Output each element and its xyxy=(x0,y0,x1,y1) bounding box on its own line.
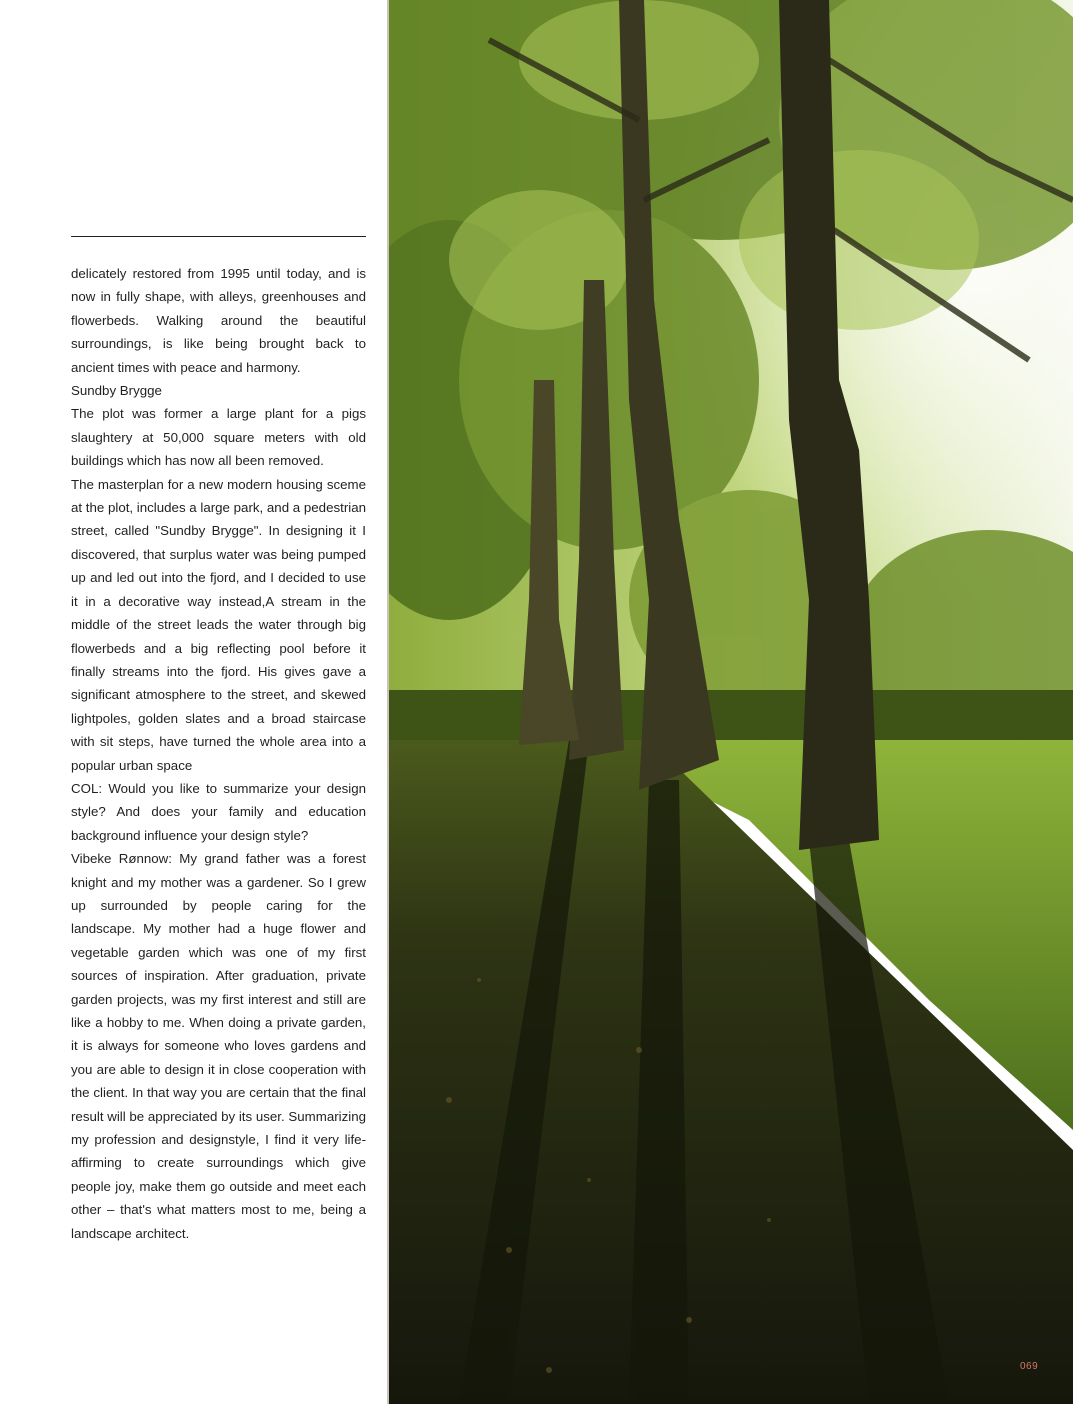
interview-answer: Vibeke Rønnow: My grand father was a forest knight and my mother was a gardener. So I grew up surrounded by people caring for the landscape. My mother had a huge flower and vegetable garden which was one of my first sources of inspiration. After graduation, private garden projects, was my first interest and still are like a hobby to me. When doing a private garden, it is always for someone who loves gardens and you are able to design it in close cooperation with the client. In that way you are certain that the final result will be appreciated by its user. Summarizing my profession and designstyle, I find it very life-affirming to create surroundings which give people joy, make them go outside and meet each other – that's what matters most to me, being a landscape architect. xyxy=(71,851,366,1241)
article-paragraph: The masterplan for a new modern housing sceme at the plot, includes a large park, and a pedestrian street, called "Sundby Brygge". In designing it I discovered, that surplus water was being pumped up and led out into the fjord, and I decided to use it in a decorative way instead,A stream in the middle of the street leads the water through big flowerbeds and a big reflecting pool before it finally streams into the fjord. His gives gave a significant atmosphere to the street, and skewed lightpoles, golden slates and a broad staircase with sit steps, have turned the whole area into a popular urban space xyxy=(71,476,366,773)
section-heading: Sundby Brygge xyxy=(71,383,162,399)
article-text-column xyxy=(71,262,366,1245)
page-number: 069 xyxy=(1020,1361,1039,1372)
article-paragraph: The plot was former a large plant for a pigs slaughtery at 50,000 square meters with old buildings which has now all been removed. xyxy=(71,406,366,469)
tree-alley-photo xyxy=(389,0,1073,1404)
interview-question: COL: Would you like to summarize your design style? And does your family and education background influence your design style? xyxy=(71,780,366,843)
header-rule xyxy=(71,236,366,237)
article-paragraph: delicately restored from 1995 until today, and is now in fully shape, with alleys, greenhouses and flowerbeds. Walking around the beautiful surroundings, is like being brought back to ancient times with peace and harmony. xyxy=(71,266,366,375)
